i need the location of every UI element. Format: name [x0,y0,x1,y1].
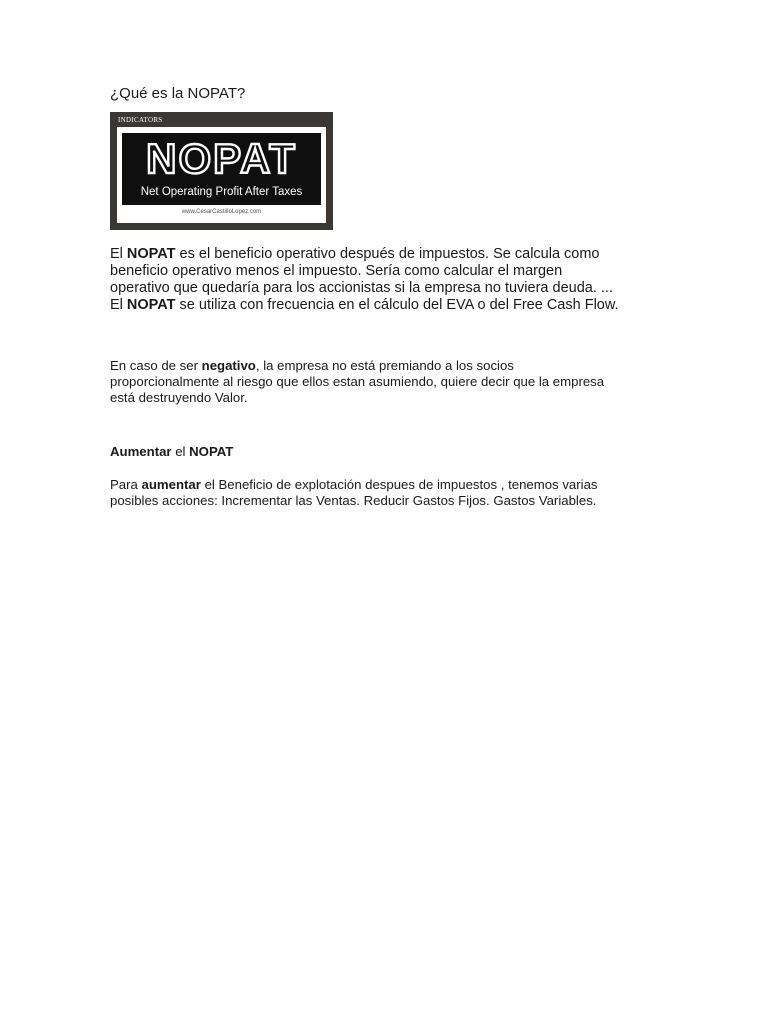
logo-card [117,127,326,223]
paragraph-line: operativo que quedaría para los accionistas si la empresa no tuviera deuda. ... [110,280,613,296]
paragraph-line: El NOPAT es el beneficio operativo después de impuestos. Se calcula como [110,246,600,262]
logo-url: www.CesarCastilloLopez.com [181,209,262,215]
bold-term: negativo [201,358,256,373]
page-title: ¿Qué es la NOPAT? [110,85,246,102]
logo-subtitle: Net Operating Profit After Taxes [140,186,303,198]
logo-label: INDICATORS [118,116,163,124]
paragraph-line: proporcionalmente al riesgo que ellos estan asumiendo, quiere decir que la empresa [110,374,605,389]
paragraph-line: En caso de ser negativo, la empresa no está premiando a los socios [110,358,514,373]
paragraph-line: El NOPAT se utiliza con frecuencia en el cálculo del EVA o del Free Cash Flow. [110,297,619,313]
increase-paragraph [110,477,598,509]
paragraph-line: beneficio operativo menos el impuesto. Sería como calcular el margen [110,263,563,279]
definition-paragraph [110,246,619,314]
logo-band [122,133,321,205]
bold-term: aumentar [141,477,201,492]
logo-wordmark: NOPAT [146,135,297,182]
bold-term: NOPAT [126,297,176,313]
section-subheading: Aumentar el NOPAT [110,444,234,459]
paragraph-line: posibles acciones: Incrementar las Ventas. Reducir Gastos Fijos. Gastos Variables. [110,493,597,508]
nopat-logo-image [110,112,333,230]
negative-paragraph [110,358,604,406]
paragraph-line: está destruyendo Valor. [110,390,248,405]
bold-term: NOPAT [126,246,176,262]
paragraph-line: Para aumentar el Beneficio de explotación despues de impuestos , tenemos varias [110,477,598,492]
